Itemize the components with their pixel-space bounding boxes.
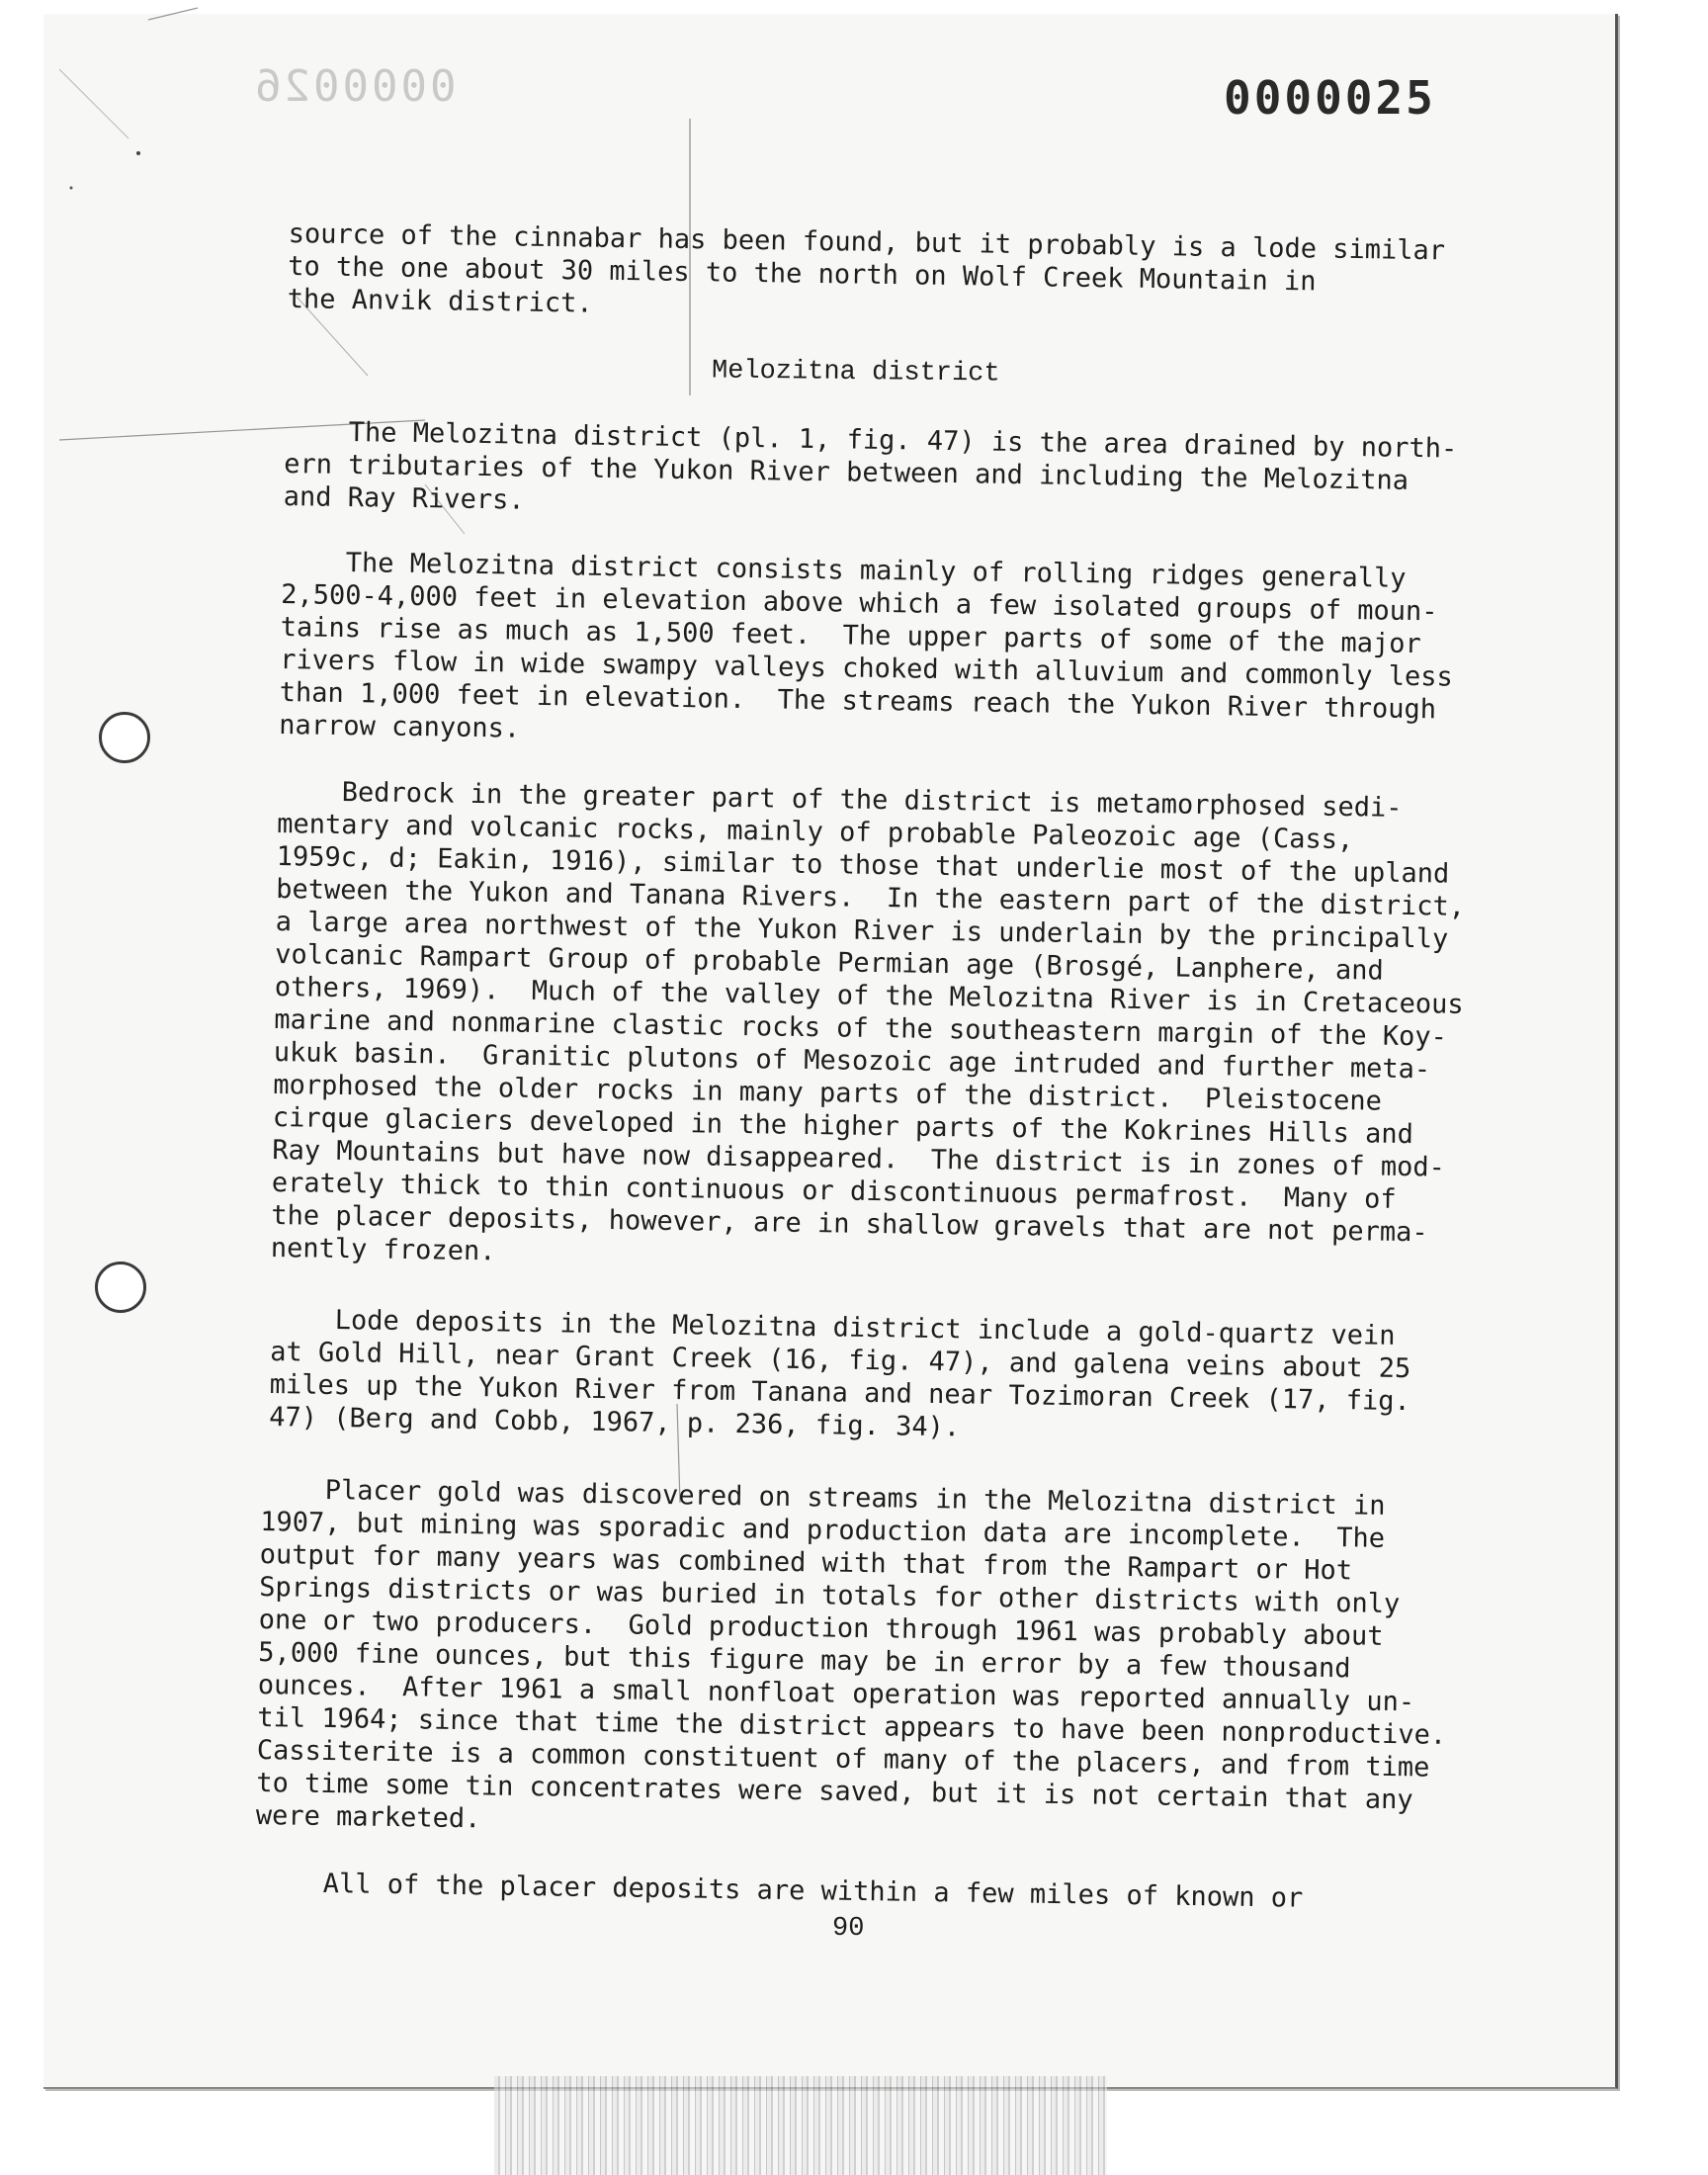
- paragraph: The Melozitna district (pl. 1, fig. 47) is the area drained by north- ern tributaries of the Yukon River between and including the Melozitna and Ray Rivers.: [283, 415, 1458, 516]
- document-number: 0000025: [1224, 71, 1436, 125]
- paragraph: Lode deposits in the Melozitna district include a gold-quartz vein at Gold Hill, near Grant Creek (16, fig. 47), and galena veins about 25 miles up the Yukon River from Tanana and near Tozimoran Creek (17, fig. 47) (Berg and Cobb, 1967, p. 236, fig. 34).: [269, 1303, 1411, 1443]
- binder-hole-upper: [99, 712, 150, 763]
- paragraph: Bedrock in the greater part of the district is metamorphosed sedi- mentary and volcanic rocks, mainly of probable Paleozoic age (Cass, 1959c, d; Eakin, 1916), similar to those that underlie most of the upland between the Yukon and Tanana Rivers. In the eastern part of the district, a large area northwest of the Yukon River is underlain by the principally volcanic Rampart Group of probable Permian age (Brosgé, Lanphere, and others, 1969). Much of the valley of the Melozitna River is in Cretaceous marine and nonmarine clastic rocks of the southeastern margin of the Koy- ukuk basin. Granitic plutons of Mesozoic age intruded and further meta- morphosed the older rocks in many parts of the district. Pleistocene cirque glaciers developed in the higher parts of the Kokrines Hills and Ray Mountains but have now disappeared. The district is in zones of mod- erately thick to thin continuous or discontinuous permafrost. Many of the placer deposits, however, are in shallow gravels that are not perma- nently frozen.: [270, 775, 1466, 1267]
- scanner-edge-artifact: [494, 2076, 1107, 2175]
- paragraph: All of the placer deposits are within a few miles of known or: [258, 1867, 1304, 1914]
- binder-hole-lower: [95, 1262, 146, 1313]
- section-heading: Melozitna district: [711, 356, 1000, 390]
- paragraph: The Melozitna district consists mainly of rolling ridges generally 2,500-4,000 feet in elevation above which a few isolated groups of moun- tains rise as much as 1,500 feet. The upper parts of some of the major rivers flow in wide swampy valleys choked with alluvium and commonly less than 1,000 feet in elevation. The streams reach the Yukon River through narrow canyons.: [279, 546, 1454, 744]
- page-number: 90: [832, 1914, 865, 1944]
- bleed-through-document-number: 0000026: [252, 61, 457, 112]
- paragraph-continuation: source of the cinnabar has been found, but it probably is a lode similar to the one about 30 miles to the north on Wolf Creek Mountain in the Anvik district.: [287, 218, 1446, 319]
- paragraph: Placer gold was discovered on streams in the Melozitna district in 1907, but mining was sporadic and production data are incomplete. The output for many years was combined with that from the Rampart or Hot Springs districts or was buried in totals for other districts with only one or two producers. Gold production through 1961 was probably about 5,000 fine ounces, but this figure may be in error by a few thousand ounces. After 1961 a small nonfloat operation was reported annually un- til 1964; since that time the district appears to have been nonproductive. Cassiterite is a common constituent of many of the placers, and from time to time some tin concentrates were saved, but it is not certain that any were marketed.: [255, 1473, 1447, 1835]
